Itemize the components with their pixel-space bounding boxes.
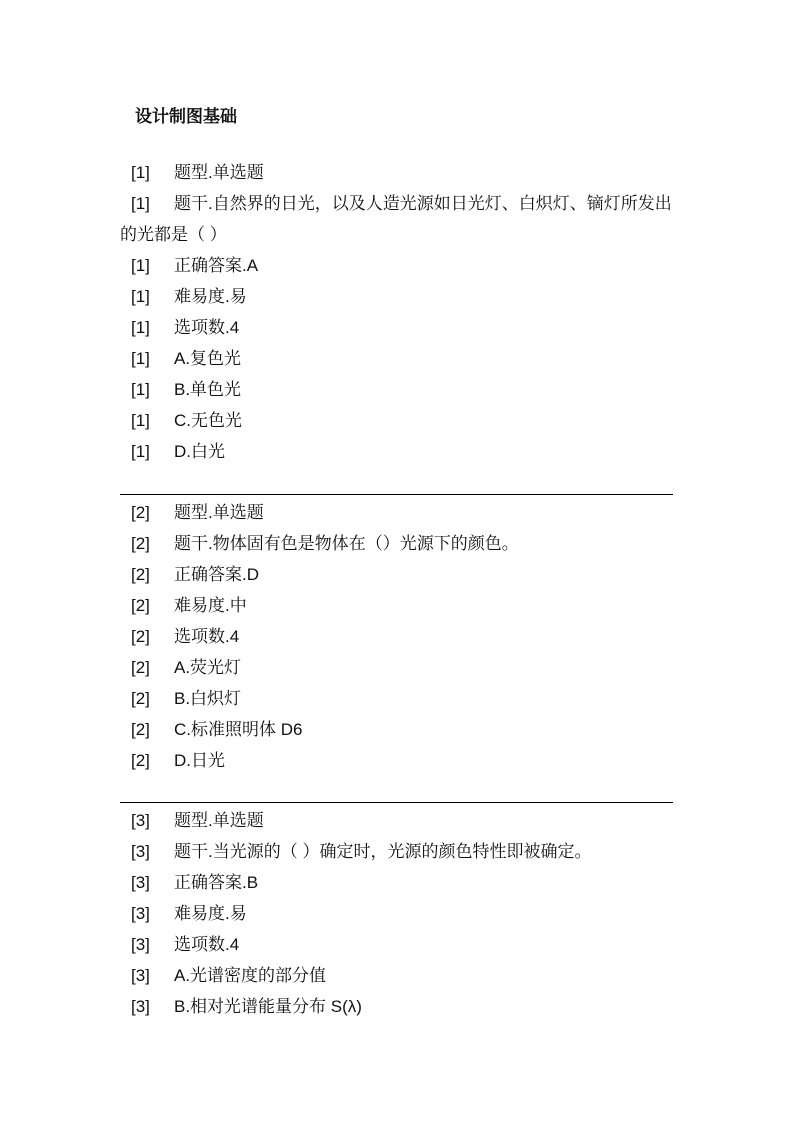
question-number: [2] [131, 565, 150, 584]
question-stem [120, 528, 673, 559]
line-text: 选项数.4 [174, 627, 240, 646]
question-block [120, 157, 673, 467]
option-a [120, 960, 673, 991]
question-number: [1] [131, 349, 150, 368]
line-text: 题型.单选题 [174, 163, 264, 182]
question-number: [2] [131, 751, 150, 770]
line-text: 选项数.4 [174, 935, 240, 954]
line-text: D.日光 [174, 751, 225, 770]
option-d [120, 745, 673, 776]
question-number: [2] [131, 534, 150, 553]
line-text: C.无色光 [174, 411, 242, 430]
question-number: [3] [131, 997, 150, 1016]
section-divider [120, 802, 673, 803]
correct-answer [120, 867, 673, 898]
option-count [120, 312, 673, 343]
option-count [120, 929, 673, 960]
question-list [120, 157, 673, 1022]
question-stem [120, 836, 673, 867]
question-number: [3] [131, 935, 150, 954]
question-number: [3] [131, 904, 150, 923]
question-number: [2] [131, 627, 150, 646]
option-b [120, 683, 673, 714]
option-b [120, 991, 673, 1022]
line-text: B.单色光 [174, 380, 242, 399]
difficulty [120, 281, 673, 312]
line-text: 难易度.中 [174, 596, 247, 615]
question-number: [1] [131, 163, 150, 182]
question-stem [120, 188, 673, 250]
line-text: 正确答案.B [174, 873, 259, 892]
question-number: [1] [131, 411, 150, 430]
line-text: 正确答案.A [174, 256, 259, 275]
line-text: B.白炽灯 [174, 689, 242, 708]
option-a [120, 343, 673, 374]
question-number: [2] [131, 658, 150, 677]
question-number: [3] [131, 873, 150, 892]
document-title: 设计制图基础 [135, 107, 237, 126]
line-text: 难易度.易 [174, 904, 247, 923]
line-text: 题干.自然界的日光，以及人造光源如日光灯、白炽灯、镝灯所发出的光都是（ ） [120, 194, 672, 244]
line-text: 题干.物体固有色是物体在（）光源下的颜色。 [174, 534, 519, 553]
question-number: [2] [131, 689, 150, 708]
question-number: [3] [131, 811, 150, 830]
question-number: [2] [131, 720, 150, 739]
question-block [120, 497, 673, 776]
question-number: [3] [131, 966, 150, 985]
question-block [120, 805, 673, 1022]
option-count [120, 621, 673, 652]
option-c [120, 714, 673, 745]
option-b [120, 374, 673, 405]
line-text: B.相对光谱能量分布 S(λ) [174, 997, 362, 1016]
question-number: [1] [131, 287, 150, 306]
line-text: D.白光 [174, 442, 225, 461]
question-number: [1] [131, 380, 150, 399]
line-text: 题型.单选题 [174, 503, 264, 522]
question-type [120, 805, 673, 836]
question-number: [1] [131, 318, 150, 337]
difficulty [120, 590, 673, 621]
line-text: A.复色光 [174, 349, 242, 368]
line-text: A.荧光灯 [174, 658, 242, 677]
question-type [120, 157, 673, 188]
line-text: 正确答案.D [174, 565, 259, 584]
section-divider [120, 494, 673, 495]
line-text: 题干.当光源的（ ）确定时，光源的颜色特性即被确定。 [174, 842, 592, 861]
line-text: 选项数.4 [174, 318, 240, 337]
question-type [120, 497, 673, 528]
difficulty [120, 898, 673, 929]
question-number: [3] [131, 842, 150, 861]
option-a [120, 652, 673, 683]
question-number: [2] [131, 596, 150, 615]
correct-answer [120, 559, 673, 590]
line-text: C.标准照明体 D6 [174, 720, 303, 739]
question-number: [1] [131, 442, 150, 461]
option-d [120, 436, 673, 467]
line-text: A.光谱密度的部分值 [174, 966, 327, 985]
option-c [120, 405, 673, 436]
correct-answer [120, 250, 673, 281]
question-number: [1] [131, 194, 150, 213]
question-number: [2] [131, 503, 150, 522]
line-text: 难易度.易 [174, 287, 247, 306]
line-text: 题型.单选题 [174, 811, 264, 830]
question-number: [1] [131, 256, 150, 275]
